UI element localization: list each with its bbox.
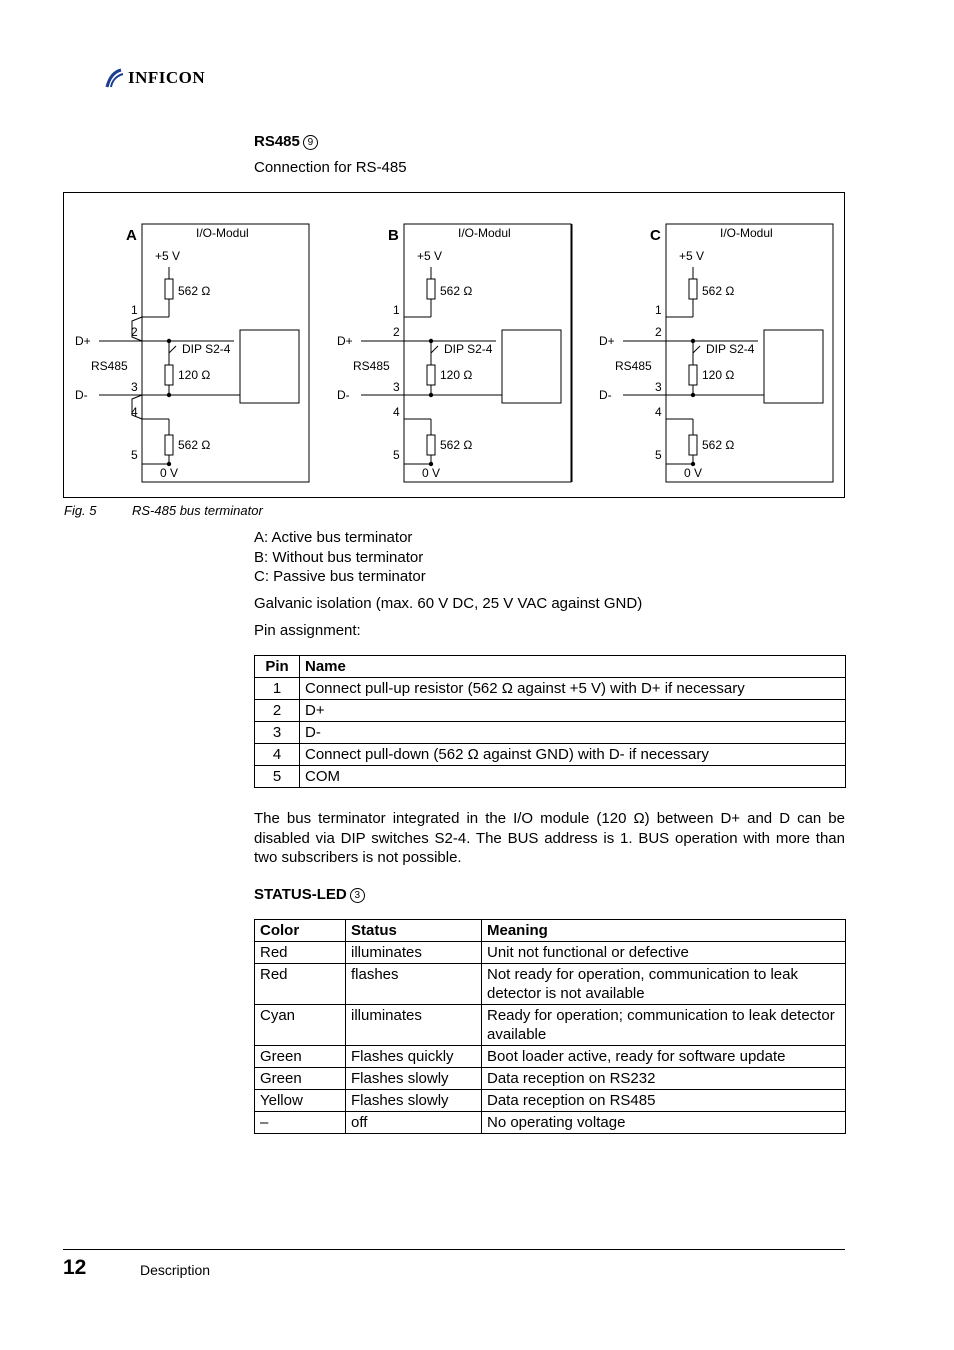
led-color: Yellow [255, 1090, 346, 1112]
pin-name: D+ [300, 700, 846, 722]
table-row [255, 744, 846, 766]
pulldown-resistor-label: 562 Ω [440, 438, 473, 452]
inficon-logo-icon [104, 67, 126, 89]
pulldown-resistor [165, 435, 173, 455]
pin-number: 3 [255, 722, 300, 744]
dip-switch-label: DIP S2-4 [444, 342, 493, 356]
column-header-color: Color [255, 920, 346, 942]
pin-label: 2 [131, 325, 138, 339]
pin-number: 2 [255, 700, 300, 722]
module-label: I/O-Modul [196, 226, 249, 240]
pin-number: 1 [255, 678, 300, 700]
dip-switch-symbol [169, 346, 176, 353]
pin-label: 3 [131, 380, 138, 394]
pin-name: Connect pull-up resistor (562 Ω against +5 V) with D+ if necessary [300, 678, 846, 700]
pin-label: 3 [655, 380, 662, 394]
pin-label: 1 [655, 303, 662, 317]
pin-label: 3 [393, 380, 400, 394]
pin-label: 5 [393, 448, 400, 462]
column-header-status: Status [346, 920, 482, 942]
panel-letter: A [126, 227, 137, 244]
interface-chip-box [764, 330, 823, 403]
rs485-label: RS485 [91, 359, 128, 373]
pin-number: 5 [255, 766, 300, 788]
table-row [255, 722, 846, 744]
junction-dot [429, 393, 433, 397]
circuit-panel-a [75, 224, 309, 482]
rs485-label: RS485 [615, 359, 652, 373]
column-header-pin: Pin [255, 656, 300, 678]
pin-label: 1 [393, 303, 400, 317]
led-meaning: Data reception on RS232 [482, 1068, 846, 1090]
legend-item-a: A: Active bus terminator [254, 529, 413, 546]
legend-list [254, 528, 426, 587]
junction-dot [429, 339, 433, 343]
led-status: Flashes slowly [346, 1090, 482, 1112]
rs485-label: RS485 [353, 359, 390, 373]
table-row [255, 1090, 846, 1112]
ground-label: 0 V [422, 466, 441, 480]
terminator-resistor [165, 365, 173, 385]
pullup-resistor-label: 562 Ω [178, 284, 211, 298]
panel-letter: B [388, 227, 399, 244]
legend-item-c: C: Passive bus terminator [254, 568, 426, 585]
led-color: Green [255, 1068, 346, 1090]
led-meaning: Data reception on RS485 [482, 1090, 846, 1112]
logo-text: INFICON [128, 68, 206, 87]
dminus-label: D- [337, 388, 350, 402]
status-led-ref-number: 3 [350, 888, 365, 903]
module-label: I/O-Modul [720, 226, 773, 240]
pin-name: D- [300, 722, 846, 744]
junction-dot [167, 462, 171, 466]
table-row [255, 1046, 846, 1068]
dplus-label: D+ [75, 334, 91, 348]
pin-name: COM [300, 766, 846, 788]
terminator-resistor [689, 365, 697, 385]
pin-label: 4 [393, 405, 400, 419]
pullup-resistor [165, 279, 173, 299]
pullup-resistor [427, 279, 435, 299]
dminus-label: D- [599, 388, 612, 402]
led-color: – [255, 1112, 346, 1134]
pulldown-resistor [427, 435, 435, 455]
dip-switch-symbol [693, 346, 700, 353]
led-meaning: Boot loader active, ready for software update [482, 1046, 846, 1068]
pin-label: 1 [131, 303, 138, 317]
junction-dot [691, 462, 695, 466]
junction-dot [429, 462, 433, 466]
led-color: Green [255, 1046, 346, 1068]
led-status: Flashes slowly [346, 1068, 482, 1090]
table-row [255, 1112, 846, 1134]
terminator-resistor-label: 120 Ω [702, 368, 735, 382]
ground-label: 0 V [684, 466, 703, 480]
status-led-title: STATUS-LED [254, 886, 347, 903]
junction-dot [691, 393, 695, 397]
status-led-heading [254, 886, 365, 903]
interface-chip-box [240, 330, 299, 403]
status-led-table [254, 919, 846, 1134]
led-meaning: No operating voltage [482, 1112, 846, 1134]
inficon-logo [104, 66, 205, 90]
panel-letter: C [650, 227, 661, 244]
supply-label: +5 V [155, 249, 181, 263]
dplus-label: D+ [599, 334, 615, 348]
pin-label: 4 [655, 405, 662, 419]
led-status: illuminates [346, 1005, 482, 1046]
footer-rule [63, 1249, 845, 1250]
rs485-ref-number: 9 [303, 135, 318, 150]
circuit-panel-c [599, 224, 833, 482]
pin-table [254, 655, 846, 788]
dip-switch-label: DIP S2-4 [182, 342, 231, 356]
pullup-resistor-label: 562 Ω [702, 284, 735, 298]
circuit-panel-b [337, 224, 572, 482]
pin-table-header [255, 656, 846, 678]
terminator-resistor [427, 365, 435, 385]
table-row [255, 942, 846, 964]
pin-label: 2 [393, 325, 400, 339]
led-status: flashes [346, 964, 482, 1005]
table-row [255, 1068, 846, 1090]
pin-assignment-label: Pin assignment: [254, 622, 361, 639]
terminator-resistor-label: 120 Ω [440, 368, 473, 382]
column-header-meaning: Meaning [482, 920, 846, 942]
pulldown-resistor-label: 562 Ω [702, 438, 735, 452]
dip-switch-symbol [431, 346, 438, 353]
isolation-text: Galvanic isolation (max. 60 V DC, 25 V VAC against GND) [254, 595, 643, 612]
pullup-resistor-label: 562 Ω [440, 284, 473, 298]
pin-label: 5 [131, 448, 138, 462]
terminator-resistor-label: 120 Ω [178, 368, 211, 382]
led-status: off [346, 1112, 482, 1134]
led-meaning: Unit not functional or defective [482, 942, 846, 964]
pullup-resistor [689, 279, 697, 299]
table-row [255, 678, 846, 700]
rs485-title: RS485 [254, 133, 300, 150]
module-label: I/O-Modul [458, 226, 511, 240]
table-row [255, 700, 846, 722]
pulldown-resistor-label: 562 Ω [178, 438, 211, 452]
dplus-label: D+ [337, 334, 353, 348]
junction-dot [691, 339, 695, 343]
supply-label: +5 V [679, 249, 705, 263]
rs485-circuit-diagram [64, 193, 844, 497]
footer-section: Description [140, 1262, 211, 1278]
figure-caption-number: Fig. 5 [64, 503, 97, 518]
dminus-label: D- [75, 388, 88, 402]
bus-terminator-note: The bus terminator integrated in the I/O module (120 Ω) between D+ and D can be disabled via DIP switches S2-4. The BUS address is 1. BUS operation with more than two subscribers is not possible. [254, 810, 845, 866]
page-number: 12 [63, 1256, 87, 1279]
led-meaning: Ready for operation; communication to leak detector available [482, 1005, 846, 1046]
table-row [255, 964, 846, 1005]
pin-name: Connect pull-down (562 Ω against GND) with D- if necessary [300, 744, 846, 766]
led-color: Red [255, 942, 346, 964]
ground-label: 0 V [160, 466, 179, 480]
column-header-name: Name [300, 656, 846, 678]
supply-label: +5 V [417, 249, 443, 263]
pin-number: 4 [255, 744, 300, 766]
legend-item-b: B: Without bus terminator [254, 548, 424, 566]
junction-dot [167, 393, 171, 397]
figure-caption-text: RS-485 bus terminator [132, 503, 263, 518]
rs485-heading [254, 133, 318, 150]
table-row [255, 1005, 846, 1046]
rs485-subtitle: Connection for RS-485 [254, 159, 407, 176]
status-table-header [255, 920, 846, 942]
led-status: illuminates [346, 942, 482, 964]
junction-dot [167, 339, 171, 343]
pulldown-resistor [689, 435, 697, 455]
led-color: Cyan [255, 1005, 346, 1046]
pin-label: 4 [131, 405, 138, 419]
pin-label: 2 [655, 325, 662, 339]
pin-label: 5 [655, 448, 662, 462]
dip-switch-label: DIP S2-4 [706, 342, 755, 356]
led-meaning: Not ready for operation, communication to leak detector is not available [482, 964, 846, 1005]
interface-chip-box [502, 330, 561, 403]
figure-frame [63, 192, 845, 498]
led-color: Red [255, 964, 346, 1005]
table-row [255, 766, 846, 788]
led-status: Flashes quickly [346, 1046, 482, 1068]
